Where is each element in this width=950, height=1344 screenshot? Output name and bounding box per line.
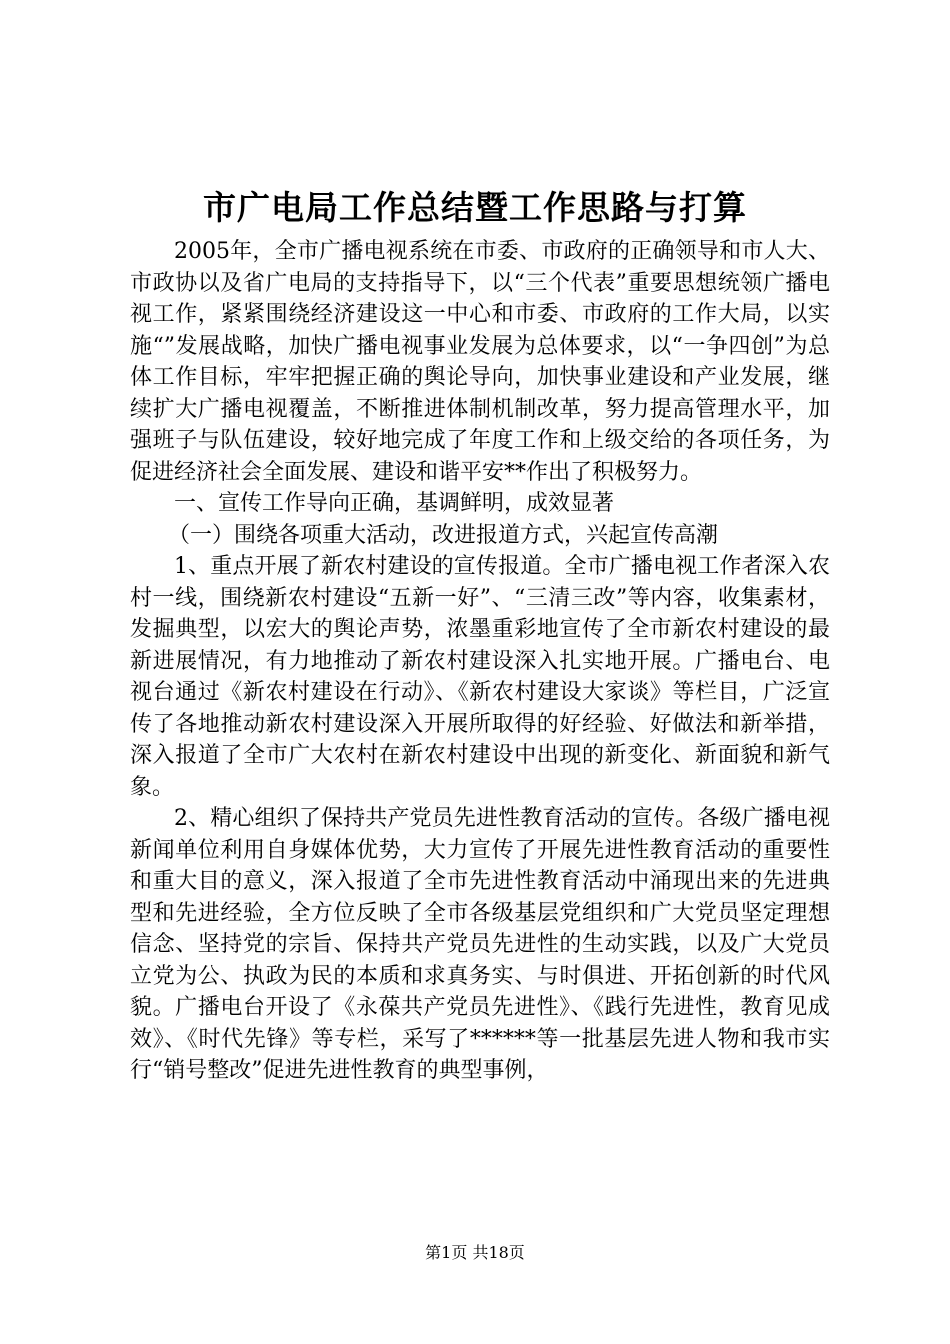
section-heading: 一、宣传工作导向正确，基调鲜明，成效显著 — [174, 491, 615, 516]
paragraph-intro: 2005年，全市广播电视系统在市委、市政府的正确领导和市人大、市政协以及省广电局的支持指导下，以“三个代表”重要思想统领广播电视工作，紧紧围绕经济建设这一中心和市委、市政府的工作大局，以实施“”发展战略，加快广播电视事业发展为总体要求，以“一争四创”为总体工作目标，牢牢把握正确的舆论导向，加快事业建设和产业发展，继续扩大广播电视覆盖，不断推进体制机制改革，努力提高管理水平，加强班子与队伍建设，较好地完成了年度工作和上级交给的各项任务，为促进经济社会全面发展、建设和谐平安**作出了积极努力。 — [130, 239, 830, 485]
document-title: 市广电局工作总结暨工作思路与打算 — [203, 188, 747, 227]
document-body — [130, 236, 830, 1087]
page-number: 第1页 共18页 — [425, 1243, 525, 1262]
paragraph-item-2: 2、精心组织了保持共产党员先进性教育活动的宣传。各级广播电视新闻单位利用自身媒体优势，大力宣传了开展先进性教育活动的重要性和重大目的意义，深入报道了全市先进性教育活动中涌现出来的先进典型和先进经验，全方位反映了全市各级基层党组织和广大党员坚定理想信念、坚持党的宗旨、保持共产党员先进性的生动实践，以及广大党员立党为公、执政为民的本质和求真务实、与时俱进、开拓创新的时代风貌。广播电台开设了《永葆共产党员先进性》、《践行先进性，教育见成效》、《时代先锋》等专栏，采写了******等一批基层先进人物和我市实行“销号整改”促进先进性教育的典型事例， — [130, 806, 830, 1083]
page-footer — [0, 1242, 950, 1264]
subsection-heading: （一）围绕各项重大活动，改进报道方式，兴起宣传高潮 — [168, 522, 719, 548]
paragraph-item-1: 1、重点开展了新农村建设的宣传报道。全市广播电视工作者深入农村一线，围绕新农村建设“五新一好”、“三清三改”等内容，收集素材，发掘典型，以宏大的舆论声势，浓墨重彩地宣传了全市新农村建设的最新进展情况，有力地推动了新农村建设深入扎实地开展。广播电台、电视台通过《新农村建设在行动》、《新农村建设大家谈》等栏目，广泛宣传了各地推动新农村建设深入开展所取得的好经验、好做法和新举措，深入报道了全市广大农村在新农村建设中出现的新变化、新面貌和新气象。 — [130, 554, 830, 800]
